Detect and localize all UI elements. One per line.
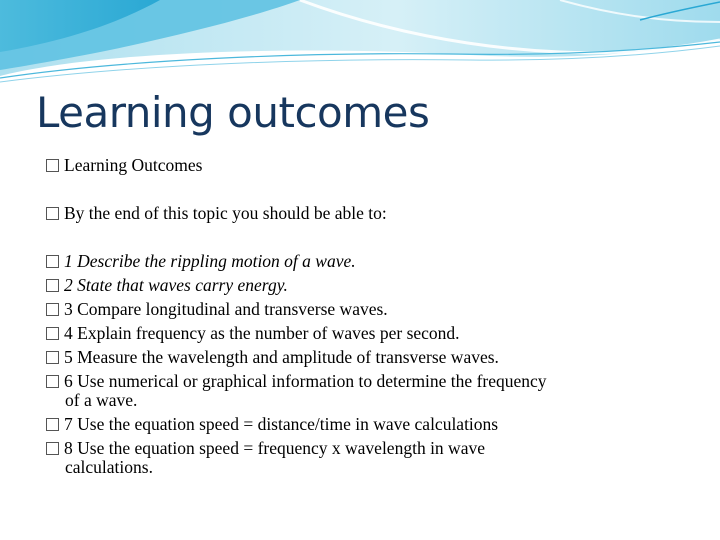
square-bullet-icon xyxy=(46,207,59,220)
list-item-text: 2 State that waves carry energy. xyxy=(64,275,288,295)
heading-learning-outcomes xyxy=(46,155,203,175)
list-item-text: 4 Explain frequency as the number of waves per second. xyxy=(64,323,460,343)
square-bullet-icon xyxy=(46,159,59,172)
list-item xyxy=(46,347,499,367)
heading-text: Learning Outcomes xyxy=(64,155,203,175)
list-item xyxy=(46,438,485,458)
square-bullet-icon xyxy=(46,418,59,431)
list-item xyxy=(46,371,547,391)
list-item-continuation: of a wave. xyxy=(65,390,138,410)
list-item-text: 1 Describe the rippling motion of a wave. xyxy=(64,251,356,271)
list-item xyxy=(46,275,288,295)
list-item-continuation: calculations. xyxy=(65,457,153,477)
list-item xyxy=(46,323,460,343)
square-bullet-icon xyxy=(46,279,59,292)
list-item-text: 5 Measure the wavelength and amplitude of transverse waves. xyxy=(64,347,499,367)
page-title: Learning outcomes xyxy=(36,88,430,137)
square-bullet-icon xyxy=(46,375,59,388)
square-bullet-icon xyxy=(46,327,59,340)
heading-by-end-of-topic xyxy=(46,203,387,223)
list-item-text: 3 Compare longitudinal and transverse waves. xyxy=(64,299,388,319)
list-item xyxy=(46,299,388,319)
square-bullet-icon xyxy=(46,303,59,316)
heading-text: By the end of this topic you should be able to: xyxy=(64,203,387,223)
square-bullet-icon xyxy=(46,442,59,455)
wave-decoration xyxy=(0,0,720,90)
list-item-text: 7 Use the equation speed = distance/time in wave calculations xyxy=(64,414,499,434)
square-bullet-icon xyxy=(46,255,59,268)
square-bullet-icon xyxy=(46,351,59,364)
list-item-text: 6 Use numerical or graphical information to determine the frequency xyxy=(64,371,547,391)
list-item-text: 8 Use the equation speed = frequency x wavelength in wave xyxy=(64,438,485,458)
list-item xyxy=(46,414,498,434)
list-item xyxy=(46,251,356,271)
